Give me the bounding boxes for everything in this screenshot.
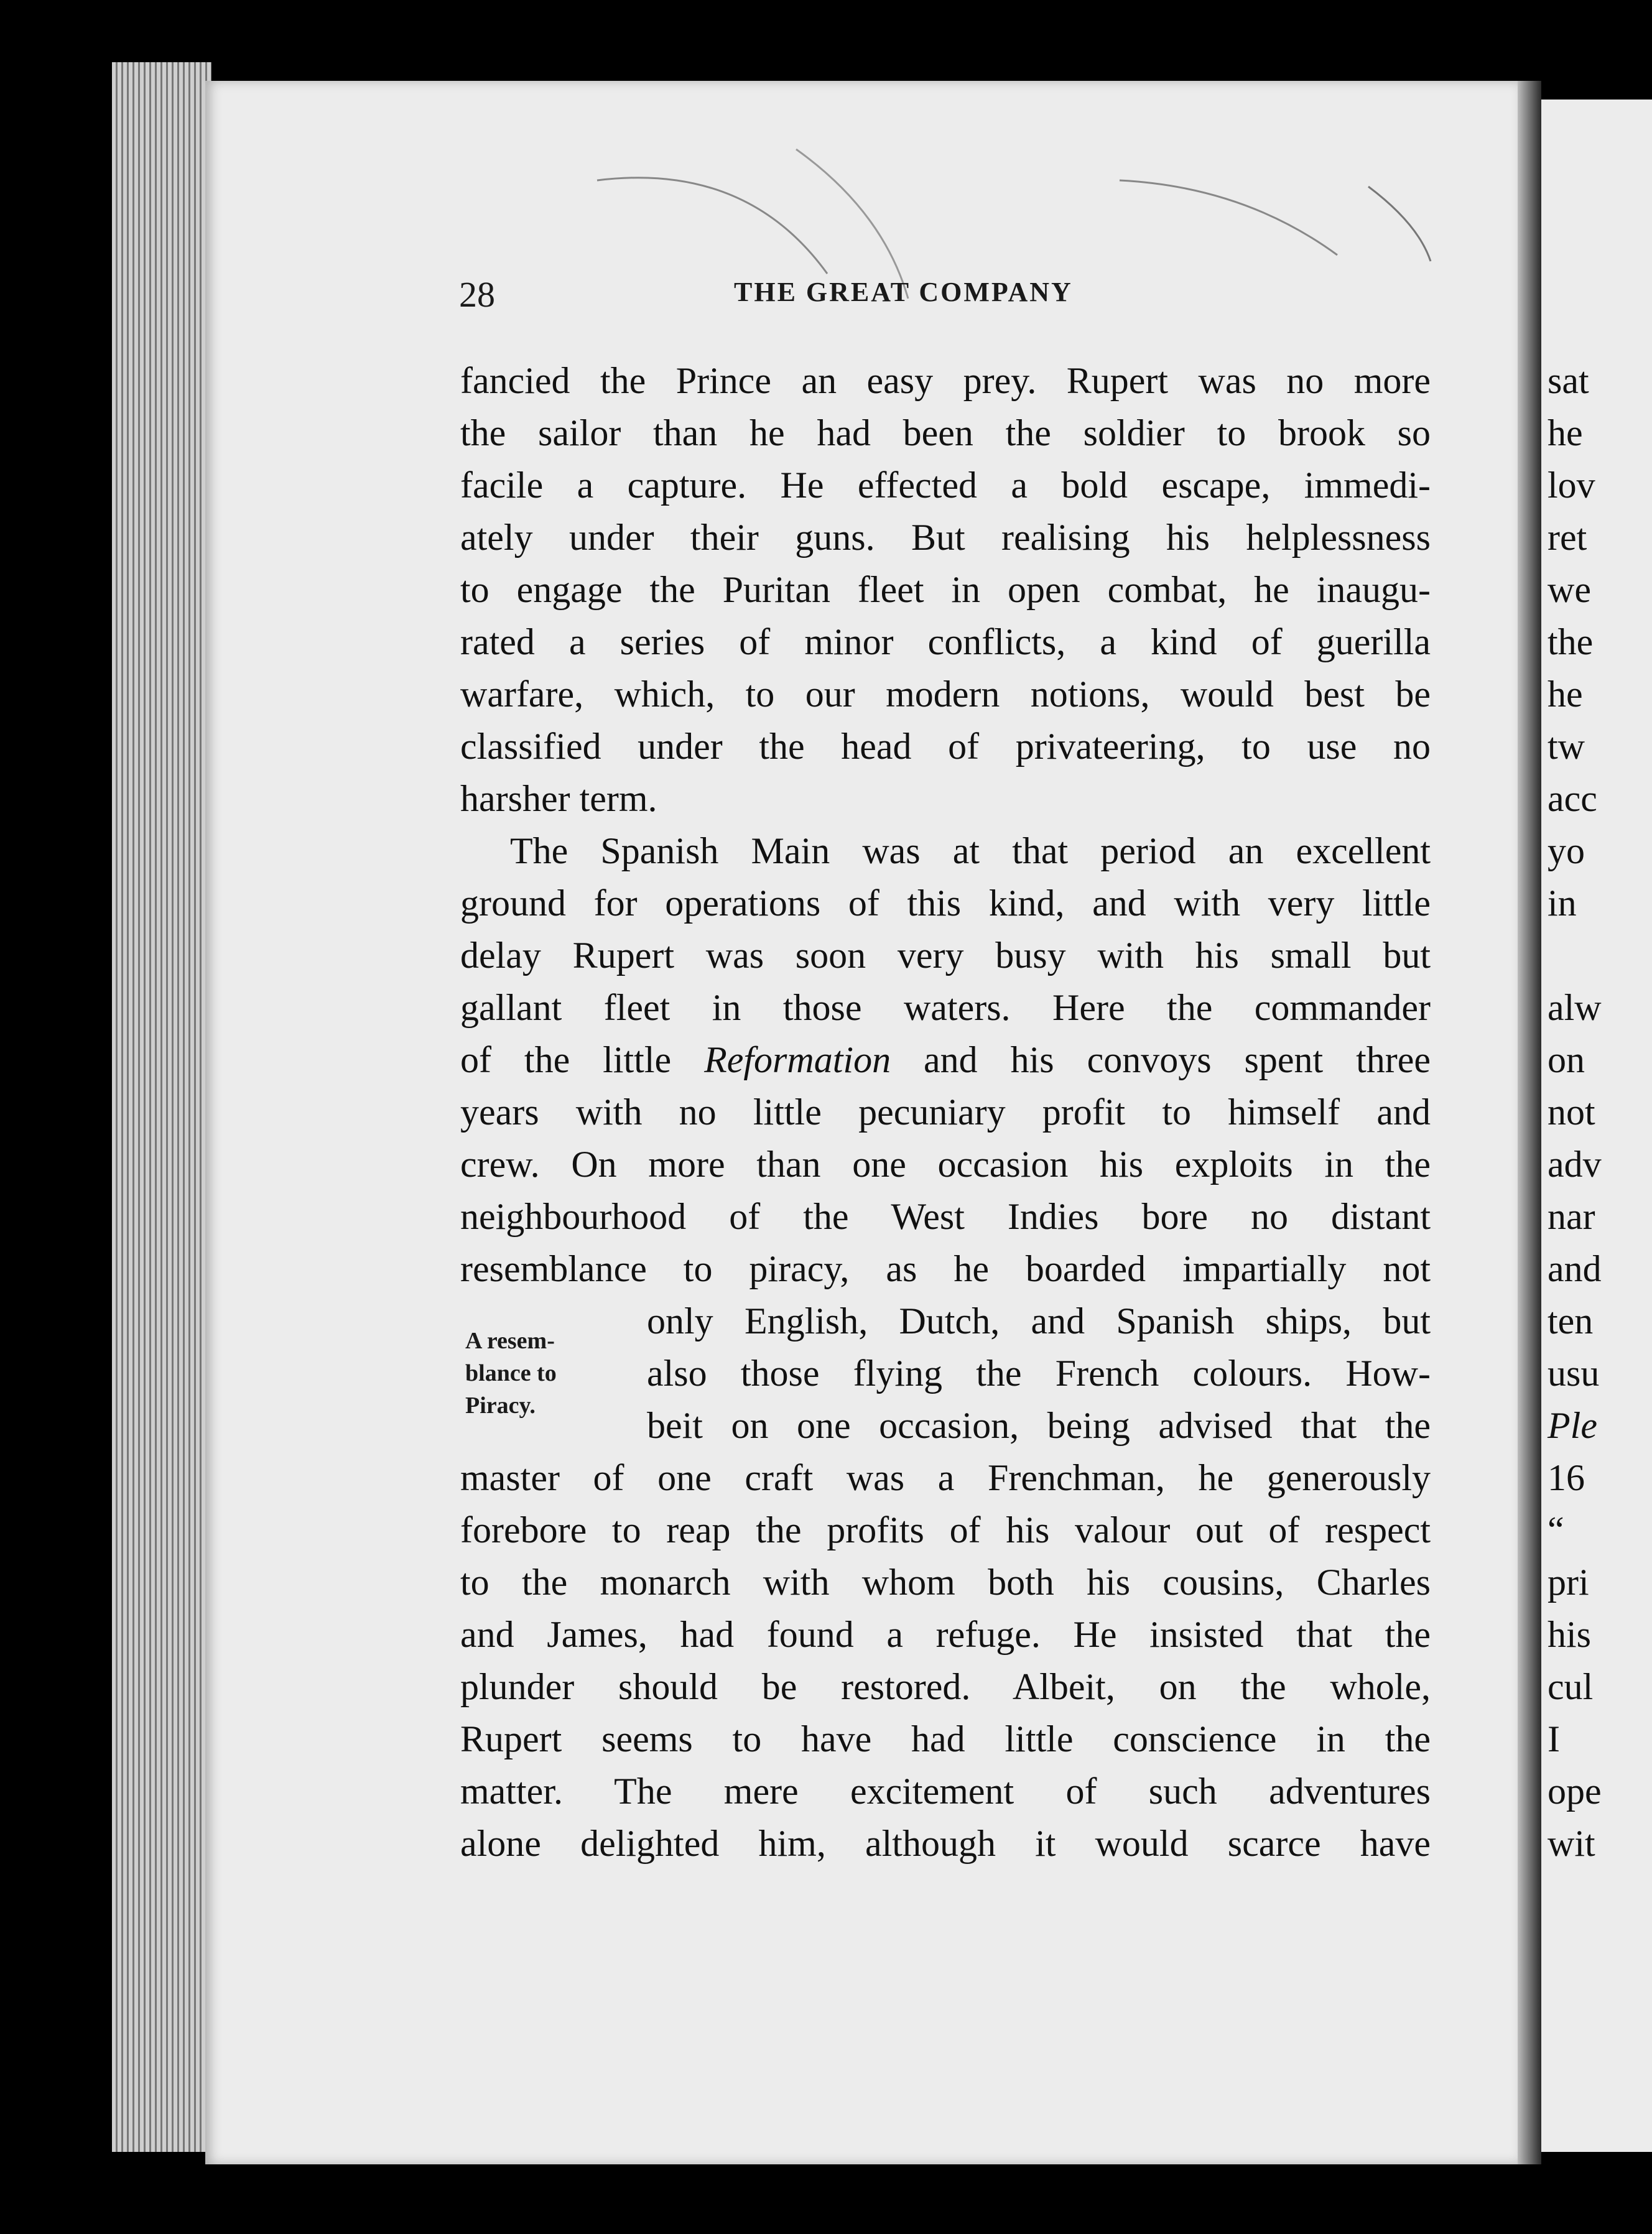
facing-line: ope (1548, 1771, 1602, 1812)
text-line: years with no little pecuniary profit to himself and (460, 1092, 1431, 1133)
text-fragment: of the little (460, 1039, 672, 1080)
text-line: to the monarch with whom both his cousins, Charles (460, 1562, 1431, 1603)
facing-line: in (1548, 883, 1577, 924)
facing-line: Ple (1548, 1405, 1597, 1446)
text-line: delay Rupert was soon very busy with his small but (460, 935, 1431, 976)
text-line: matter. The mere excitement of such adventures (460, 1771, 1431, 1812)
text-line: ately under their guns. But realising his helplessness (460, 517, 1431, 558)
text-line: master of one craft was a Frenchman, he generously (460, 1457, 1431, 1498)
facing-line: he (1548, 674, 1583, 715)
facing-line: we (1548, 569, 1591, 610)
text-line: only English, Dutch, and Spanish ships, but (647, 1300, 1431, 1342)
facing-line: yo (1548, 830, 1585, 871)
ship-name: Reformation (704, 1039, 891, 1080)
facing-line: wit (1548, 1823, 1595, 1864)
text-line: rated a series of minor conflicts, a kind of guerilla (460, 621, 1431, 662)
text-line: facile a capture. He effected a bold escape, immedi- (460, 465, 1431, 506)
text-line: neighbourhood of the West Indies bore no distant (460, 1196, 1431, 1237)
text-line: alone delighted him, although it would scarce have (460, 1823, 1431, 1864)
facing-line: on (1548, 1039, 1585, 1080)
running-title: THE GREAT COMPANY (734, 277, 1073, 307)
text-line: the sailor than he had been the soldier to brook so (460, 412, 1431, 453)
facing-line: he (1548, 412, 1583, 453)
text-line: to engage the Puritan fleet in open combat, he inaugu- (460, 569, 1431, 610)
text-line: resemblance to piracy, as he boarded impartially not (460, 1248, 1431, 1289)
text-line: Rupert seems to have had little conscience in the (460, 1718, 1431, 1759)
facing-line: 16 (1548, 1457, 1585, 1498)
text-line: harsher term. (460, 778, 657, 819)
facing-line: the (1548, 621, 1594, 662)
text-line: classified under the head of privateering, to use no (460, 726, 1431, 767)
page-edges (112, 62, 211, 2152)
page-number: 28 (459, 274, 495, 315)
body-text (460, 355, 1431, 1870)
facing-line: tw (1548, 726, 1585, 767)
running-head (460, 274, 1518, 323)
text-line-with-italic (460, 1034, 1431, 1086)
book-gutter (1518, 81, 1541, 2164)
facing-line: pri (1548, 1562, 1589, 1603)
margin-note-line: A resem- (465, 1328, 555, 1354)
facing-line: cul (1548, 1666, 1594, 1707)
facing-line: I (1548, 1718, 1560, 1759)
text-line: The Spanish Main was at that period an excellent (510, 830, 1431, 871)
text-line: gallant fleet in those waters. Here the commander (460, 987, 1431, 1028)
facing-line: acc (1548, 778, 1597, 819)
facing-line: adv (1548, 1144, 1602, 1185)
facing-line: nar (1548, 1196, 1595, 1237)
text-line: forebore to reap the profits of his valour out of respect (460, 1509, 1431, 1550)
text-fragment: and his convoys spent three (924, 1039, 1431, 1080)
text-line: plunder should be restored. Albeit, on the whole, (460, 1666, 1431, 1707)
facing-line: sat (1548, 360, 1589, 401)
facing-line: his (1548, 1614, 1592, 1655)
text-line: also those flying the French colours. How- (647, 1353, 1431, 1394)
text-line: warfare, which, to our modern notions, would best be (460, 674, 1431, 715)
margin-note (465, 1325, 615, 1422)
facing-line: not (1548, 1092, 1595, 1133)
text-line: beit on one occasion, being advised that the (647, 1405, 1431, 1446)
text-line: and James, had found a refuge. He insisted that the (460, 1614, 1431, 1655)
facing-page (1541, 100, 1652, 2152)
text-line: fancied the Prince an easy prey. Rupert was no more (460, 360, 1431, 401)
text-line: crew. On more than one occasion his exploits in the (460, 1144, 1431, 1185)
text-line: ground for operations of this kind, and with very little (460, 883, 1431, 924)
facing-line: alw (1548, 987, 1602, 1028)
facing-line: lov (1548, 465, 1595, 506)
facing-line: “ (1548, 1509, 1564, 1550)
facing-line: ret (1548, 517, 1587, 558)
facing-line: usu (1548, 1353, 1600, 1394)
margin-note-line: blance to (465, 1360, 557, 1386)
margin-note-line: Piracy. (465, 1393, 536, 1419)
facing-line: and (1548, 1248, 1602, 1289)
facing-line: ten (1548, 1300, 1594, 1342)
facing-page-text (1548, 355, 1652, 1870)
